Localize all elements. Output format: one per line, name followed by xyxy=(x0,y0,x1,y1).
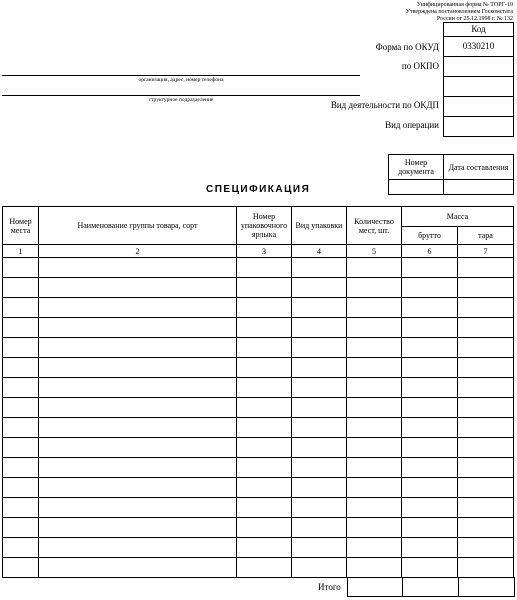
cell-gross[interactable] xyxy=(402,478,458,498)
cell-place[interactable] xyxy=(3,378,39,398)
table-row xyxy=(3,478,514,498)
cell-tare[interactable] xyxy=(458,558,514,578)
cell-qty[interactable] xyxy=(347,438,402,458)
cell-tare[interactable] xyxy=(458,398,514,418)
cell-qty[interactable] xyxy=(347,358,402,378)
total-label: Итого xyxy=(318,582,341,592)
cell-qty[interactable] xyxy=(347,518,402,538)
cell-label[interactable] xyxy=(237,518,292,538)
cell-name[interactable] xyxy=(39,338,237,358)
cell-label[interactable] xyxy=(237,418,292,438)
cell-name[interactable] xyxy=(39,318,237,338)
cell-pack[interactable] xyxy=(292,338,347,358)
cell-place[interactable] xyxy=(3,518,39,538)
cell-tare[interactable] xyxy=(458,438,514,458)
okud-value-cell[interactable]: 0330210 xyxy=(444,37,514,57)
table-row xyxy=(3,378,514,398)
cell-qty[interactable] xyxy=(347,338,402,358)
cell-pack[interactable] xyxy=(292,358,347,378)
subdivision-line[interactable] xyxy=(2,95,360,96)
approval-line-2: Утверждена постановлением Госкомстата xyxy=(405,9,513,15)
table-row xyxy=(3,338,514,358)
doc-number-cell[interactable] xyxy=(389,180,444,195)
cell-name[interactable] xyxy=(39,298,237,318)
totals-table xyxy=(347,577,515,597)
cell-gross[interactable] xyxy=(402,358,458,378)
table-row xyxy=(3,278,514,298)
cell-place[interactable] xyxy=(3,298,39,318)
org-line[interactable] xyxy=(2,75,360,76)
cell-label[interactable] xyxy=(237,458,292,478)
doc-date-cell[interactable] xyxy=(444,180,514,195)
cell-name[interactable] xyxy=(39,418,237,438)
cell-pack[interactable] xyxy=(292,418,347,438)
table-row xyxy=(3,298,514,318)
table-row xyxy=(3,438,514,458)
cell-place[interactable] xyxy=(3,258,39,278)
cell-name[interactable] xyxy=(39,398,237,418)
cell-qty[interactable] xyxy=(347,378,402,398)
cell-pack[interactable] xyxy=(292,398,347,418)
cell-gross[interactable] xyxy=(402,518,458,538)
cell-label[interactable] xyxy=(237,558,292,578)
cell-qty[interactable] xyxy=(347,478,402,498)
cell-gross[interactable] xyxy=(402,338,458,358)
cell-name[interactable] xyxy=(39,558,237,578)
col-place-header: Номер места xyxy=(3,207,39,245)
col-number: 3 xyxy=(237,245,292,258)
cell-qty[interactable] xyxy=(347,398,402,418)
table-row xyxy=(3,258,514,278)
cell-label[interactable] xyxy=(237,478,292,498)
cell-place[interactable] xyxy=(3,498,39,518)
cell-gross[interactable] xyxy=(402,278,458,298)
cell-place[interactable] xyxy=(3,558,39,578)
cell-tare[interactable] xyxy=(458,318,514,338)
cell-label[interactable] xyxy=(237,358,292,378)
col-number: 2 xyxy=(39,245,237,258)
cell-label[interactable] xyxy=(237,378,292,398)
table-row xyxy=(3,538,514,558)
cell-tare[interactable] xyxy=(458,518,514,538)
col-number: 6 xyxy=(402,245,458,258)
cell-label[interactable] xyxy=(237,398,292,418)
cell-place[interactable] xyxy=(3,278,39,298)
cell-place[interactable] xyxy=(3,438,39,458)
cell-gross[interactable] xyxy=(402,398,458,418)
codes-table xyxy=(443,22,514,137)
col-tare-header: тара xyxy=(458,227,514,245)
cell-label[interactable] xyxy=(237,538,292,558)
cell-gross[interactable] xyxy=(402,558,458,578)
cell-place[interactable] xyxy=(3,538,39,558)
cell-gross[interactable] xyxy=(402,538,458,558)
cell-place[interactable] xyxy=(3,418,39,438)
cell-qty[interactable] xyxy=(347,538,402,558)
col-number: 4 xyxy=(292,245,347,258)
cell-name[interactable] xyxy=(39,278,237,298)
cell-pack[interactable] xyxy=(292,478,347,498)
cell-name[interactable] xyxy=(39,438,237,458)
cell-pack[interactable] xyxy=(292,498,347,518)
okdp-label: Вид деятельности по ОКДП xyxy=(330,100,439,110)
col-mass-header: Масса xyxy=(402,207,514,227)
cell-name[interactable] xyxy=(39,358,237,378)
cell-pack[interactable] xyxy=(292,458,347,478)
cell-qty[interactable] xyxy=(347,318,402,338)
cell-place[interactable] xyxy=(3,358,39,378)
cell-place[interactable] xyxy=(3,318,39,338)
cell-place[interactable] xyxy=(3,458,39,478)
col-gross-header: брутто xyxy=(402,227,458,245)
operation-label: Вид операции xyxy=(385,120,439,130)
cell-qty[interactable] xyxy=(347,258,402,278)
cell-name[interactable] xyxy=(39,378,237,398)
approval-line-3: России от 25.12.1998 г. № 132 xyxy=(436,16,513,22)
cell-gross[interactable] xyxy=(402,438,458,458)
okpo-extra-cell[interactable] xyxy=(444,77,514,97)
cell-label[interactable] xyxy=(237,498,292,518)
cell-name[interactable] xyxy=(39,478,237,498)
doc-date-header: Дата составления xyxy=(444,155,514,180)
cell-qty[interactable] xyxy=(347,298,402,318)
cell-place[interactable] xyxy=(3,478,39,498)
cell-pack[interactable] xyxy=(292,518,347,538)
approval-note xyxy=(313,2,513,23)
cell-label[interactable] xyxy=(237,278,292,298)
cell-pack[interactable] xyxy=(292,538,347,558)
approval-line-1: Унифицированная форма № ТОРГ-10 xyxy=(416,2,513,8)
col-qty-header: Количество мест, шт. xyxy=(347,207,402,245)
table-row xyxy=(3,498,514,518)
total-qty-cell[interactable] xyxy=(348,578,403,597)
cell-tare[interactable] xyxy=(458,338,514,358)
cell-qty[interactable] xyxy=(347,418,402,438)
cell-place[interactable] xyxy=(3,338,39,358)
table-row xyxy=(3,518,514,538)
cell-gross[interactable] xyxy=(402,298,458,318)
cell-qty[interactable] xyxy=(347,278,402,298)
cell-label[interactable] xyxy=(237,298,292,318)
cell-gross[interactable] xyxy=(402,458,458,478)
total-gross-cell[interactable] xyxy=(403,578,459,597)
col-pack-header: Вид упаковки xyxy=(292,207,347,245)
cell-tare[interactable] xyxy=(458,278,514,298)
cell-name[interactable] xyxy=(39,538,237,558)
cell-qty[interactable] xyxy=(347,458,402,478)
cell-name[interactable] xyxy=(39,518,237,538)
cell-pack[interactable] xyxy=(292,438,347,458)
col-number: 7 xyxy=(458,245,514,258)
operation-value-cell[interactable] xyxy=(444,117,514,137)
table-row xyxy=(3,458,514,478)
col-number: 5 xyxy=(347,245,402,258)
cell-pack[interactable] xyxy=(292,318,347,338)
cell-gross[interactable] xyxy=(402,378,458,398)
cell-qty[interactable] xyxy=(347,498,402,518)
cell-tare[interactable] xyxy=(458,498,514,518)
doc-number-header: Номер документа xyxy=(389,155,444,180)
cell-gross[interactable] xyxy=(402,318,458,338)
doc-info-table xyxy=(388,154,514,195)
cell-tare[interactable] xyxy=(458,418,514,438)
cell-name[interactable] xyxy=(39,458,237,478)
cell-pack[interactable] xyxy=(292,258,347,278)
spec-table xyxy=(2,206,514,578)
org-caption: организация, адрес, номер телефона xyxy=(138,77,224,83)
cell-tare[interactable] xyxy=(458,358,514,378)
subdivision-caption: структурное подразделение xyxy=(148,97,214,103)
cell-tare[interactable] xyxy=(458,538,514,558)
okpo-value-cell[interactable] xyxy=(444,57,514,77)
cell-gross[interactable] xyxy=(402,498,458,518)
cell-name[interactable] xyxy=(39,258,237,278)
table-row xyxy=(3,398,514,418)
col-label-header: Номер упаковочного ярлыка xyxy=(237,207,292,245)
cell-label[interactable] xyxy=(237,318,292,338)
okdp-value-cell[interactable] xyxy=(444,97,514,117)
table-row xyxy=(3,358,514,378)
cell-qty[interactable] xyxy=(347,558,402,578)
cell-pack[interactable] xyxy=(292,378,347,398)
cell-pack[interactable] xyxy=(292,298,347,318)
cell-place[interactable] xyxy=(3,398,39,418)
col-name-header: Наименование группы товара, сорт xyxy=(39,207,237,245)
table-row xyxy=(3,558,514,578)
cell-label[interactable] xyxy=(237,338,292,358)
okpo-label: по ОКПО xyxy=(401,61,439,71)
total-tare-cell[interactable] xyxy=(459,578,515,597)
cell-label[interactable] xyxy=(237,258,292,278)
table-row xyxy=(3,418,514,438)
cell-tare[interactable] xyxy=(458,258,514,278)
cell-pack[interactable] xyxy=(292,278,347,298)
cell-label[interactable] xyxy=(237,438,292,458)
table-row xyxy=(3,318,514,338)
cell-tare[interactable] xyxy=(458,298,514,318)
okud-label: Форма по ОКУД xyxy=(375,42,439,52)
page-title: СПЕЦИФИКАЦИЯ xyxy=(206,184,311,195)
cell-tare[interactable] xyxy=(458,478,514,498)
codes-header: Код xyxy=(444,23,514,37)
col-number: 1 xyxy=(3,245,39,258)
cell-name[interactable] xyxy=(39,498,237,518)
cell-gross[interactable] xyxy=(402,258,458,278)
cell-gross[interactable] xyxy=(402,418,458,438)
cell-pack[interactable] xyxy=(292,558,347,578)
cell-tare[interactable] xyxy=(458,378,514,398)
cell-tare[interactable] xyxy=(458,458,514,478)
